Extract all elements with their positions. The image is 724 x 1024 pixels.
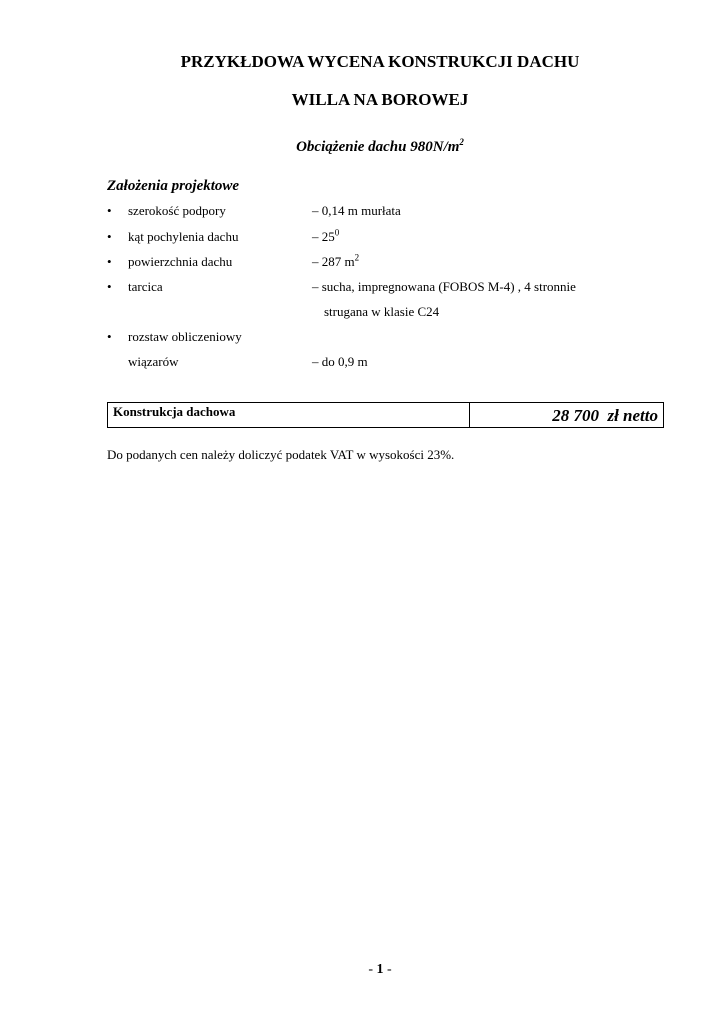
roof-load-superscript: 2: [459, 137, 464, 147]
assumption-value-continuation: strugana w klasie C24: [324, 304, 440, 319]
assumption-label: szerokość podpory: [128, 203, 226, 218]
bullet-icon: •: [107, 229, 112, 244]
page-number-suffix: -: [383, 962, 392, 977]
assumption-value: – sucha, impregnowana (FOBOS M-4) , 4 stronnie: [312, 279, 576, 294]
price-table: [107, 402, 664, 428]
page-number-prefix: -: [368, 962, 377, 977]
assumption-value: [312, 253, 359, 270]
assumption-label: kąt pochylenia dachu: [128, 229, 239, 244]
assumption-value-text: – 287 m: [312, 254, 355, 269]
roof-load-heading: [0, 139, 724, 156]
assumption-value: – do 0,9 m: [312, 354, 368, 369]
vat-note: Do podanych cen należy doliczyć podatek VAT w wysokości 23%.: [107, 447, 455, 462]
page-number: [0, 962, 724, 978]
assumptions-heading: Założenia projektowe: [107, 178, 240, 194]
assumption-value-text: – 0,14 m murłata: [312, 203, 401, 218]
bullet-icon: •: [107, 254, 112, 269]
assumption-value: [312, 228, 339, 245]
bullet-icon: •: [107, 279, 112, 294]
assumption-label-continuation: wiązarów: [128, 354, 179, 369]
assumption-value-text: – 25: [312, 229, 335, 244]
page-number-value: 1: [376, 962, 384, 977]
assumption-value-superscript: 0: [334, 227, 340, 238]
bullet-icon: •: [107, 203, 112, 218]
document-title: PRZYKŁDOWA WYCENA KONSTRUKCJI DACHU: [180, 52, 580, 71]
roof-load-text: Obciążenie dachu 980N/m: [296, 139, 460, 155]
assumption-label: powierzchnia dachu: [128, 254, 233, 269]
assumption-value-superscript: 2: [354, 252, 360, 263]
price-label: Konstrukcja dachowa: [108, 403, 470, 427]
assumption-label: rozstaw obliczeniowy: [128, 329, 242, 344]
assumption-value: [312, 202, 401, 219]
document-subtitle: WILLA NA BOROWEJ: [291, 90, 469, 109]
assumption-label: tarcica: [128, 279, 163, 294]
bullet-icon: •: [107, 329, 112, 344]
price-value: 28 700 zł netto: [552, 406, 658, 425]
